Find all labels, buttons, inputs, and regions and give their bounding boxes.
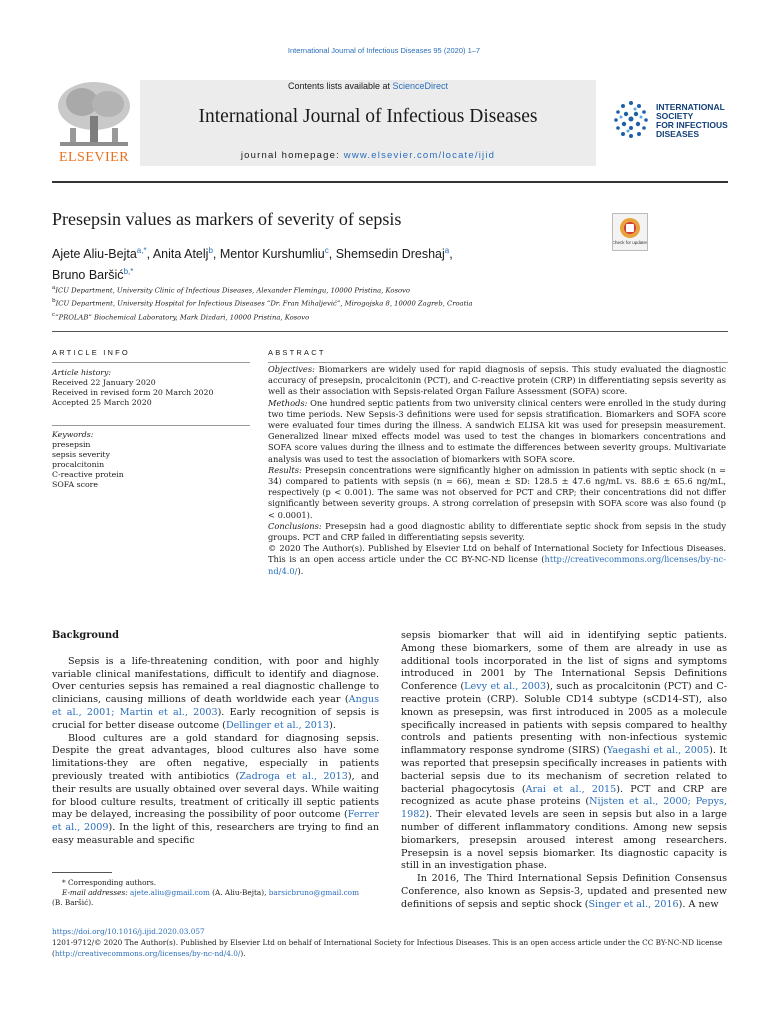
history-entry: Received in revised form 20 March 2020 bbox=[52, 388, 214, 397]
homepage-prefix: journal homepage: bbox=[240, 150, 344, 161]
society-line: SOCIETY bbox=[656, 111, 694, 121]
abstract-results bbox=[268, 465, 726, 521]
copyright-text: © 2020 The Author(s). Published by Elsevier Ltd on behalf of International Society for Infectious Diseases. This is an open access article under the CC BY-NC-ND license ( bbox=[268, 543, 726, 565]
author-name[interactable]: Shemsedin Dreshaj bbox=[335, 247, 445, 262]
check-for-updates-button[interactable] bbox=[612, 213, 648, 251]
results-label: Results: bbox=[268, 464, 302, 475]
body-paragraph bbox=[52, 733, 379, 848]
footnote-rule bbox=[52, 872, 112, 873]
objectives-label: Objectives: bbox=[268, 364, 315, 374]
methods-label: Methods: bbox=[268, 397, 308, 408]
body-right-column bbox=[401, 630, 727, 912]
keyword: presepsin bbox=[52, 440, 91, 449]
keywords-label: Keywords: bbox=[52, 430, 94, 439]
citation-link[interactable]: Singer et al., 2016 bbox=[588, 898, 679, 910]
keyword: procalcitonin bbox=[52, 460, 105, 469]
citation-link[interactable]: Zadroga et al., 2013 bbox=[239, 770, 348, 782]
corresponding-note: * Corresponding authors. bbox=[62, 878, 157, 887]
author-affil-marker[interactable]: b,* bbox=[123, 267, 134, 277]
body-text: ). bbox=[329, 719, 336, 731]
affiliation-text: ICU Department, University Clinic of Infectious Diseases, Alexander Flemingu, 10000 Pristina, Kosovo bbox=[55, 286, 410, 295]
email-link[interactable]: ajete.aliu@gmail.com bbox=[130, 888, 210, 897]
journal-title: International Journal of Infectious Diseases bbox=[198, 106, 538, 127]
affiliation-text: “PROLAB” Biochemical Laboratory, Mark Dizdari, 10000 Pristina, Kosovo bbox=[55, 312, 310, 321]
affiliation-item bbox=[52, 296, 712, 309]
citation-link[interactable]: Yaegashi et al., 2005 bbox=[606, 745, 710, 757]
check-updates-icon bbox=[613, 214, 647, 250]
society-line: INTERNATIONAL bbox=[656, 102, 725, 112]
body-text: ). Early recognition of sepsis is crucial for better disease outcome ( bbox=[52, 706, 379, 731]
body-text: In 2016, The Third International Sepsis Definition Consensus Conference, also known as Sepsis-3, updated and presented new definitions of sepsis and septic shock ( bbox=[401, 873, 727, 910]
license-end: ). bbox=[240, 948, 246, 958]
license-text: 1201-9712/© 2020 The Author(s). Published by Elsevier Ltd on behalf of International Society for Infectious Diseases. This is an open access article under the CC BY-NC-ND license ( bbox=[52, 938, 723, 958]
body-text: ). It was reported that presepsin specifically increases in patients with bacterial sepsis due to its mechanism of secretion related to bacterial phagocytosis ( bbox=[401, 745, 727, 795]
author-separator: , bbox=[146, 247, 153, 262]
body-left-column bbox=[52, 630, 379, 848]
citation-link[interactable]: Dellinger et al., 2013 bbox=[225, 719, 330, 731]
body-text: ). Their elevated levels are seen in sepsis but also in a large number of different inflammatory conditions. Among new sepsis biomarkers, presepsin aroused interest among researchers. Presepsin is a novel sepsis biomarker. Its diagnostic capacity is still in an investigation phase. bbox=[401, 809, 727, 872]
body-text: Blood cultures are a gold standard for diagnosing sepsis. Despite the great advantages, blood cultures also have some limitations-they are often negative, especially in patients previously treated with antibiotics ( bbox=[52, 732, 379, 782]
email-label: E-mail addresses: bbox=[62, 888, 131, 897]
sciencedirect-link[interactable]: ScienceDirect bbox=[392, 81, 449, 91]
background-heading: Background bbox=[52, 630, 120, 641]
contents-prefix: Contents lists available at bbox=[287, 81, 393, 91]
abstract-rule bbox=[268, 362, 728, 363]
body-text: ). PCT and CRP are recognized as acute phase proteins ( bbox=[401, 783, 728, 808]
citation-link[interactable]: Levy et al., 2003 bbox=[464, 681, 547, 693]
license-link[interactable]: http://creativecommons.org/licenses/by-nc-nd/4.0/ bbox=[268, 554, 726, 576]
affiliation-text: ICU Department, University Hospital for Infectious Diseases “Dr. Fran Mihaljević”, Mirogojska 8, 10000 Zagreb, Croatia bbox=[55, 299, 473, 308]
abstract-body bbox=[268, 364, 726, 577]
affiliation-item bbox=[52, 310, 712, 323]
history-entry: Received 22 January 2020 bbox=[52, 378, 156, 387]
author-name[interactable]: Bruno Baršić bbox=[52, 268, 124, 283]
body-paragraph bbox=[401, 873, 727, 911]
header-divider bbox=[52, 181, 728, 183]
elsevier-wordmark: ELSEVIER bbox=[58, 150, 130, 165]
article-info-heading: ARTICLE INFO bbox=[52, 348, 130, 357]
author-name[interactable]: Ajete Aliu-Bejta bbox=[52, 247, 137, 262]
author-separator: , bbox=[212, 247, 220, 262]
objectives-text: Biomarkers are widely used for rapid diagnosis of sepsis. This study evaluated the diagnostic accuracy of presepsin, procalcitonin (PCT), and C-reactive protein (CRP) in differentiating sepsis severity as well as their association with Sepsis-related Organ Failure Assessment (SOFA) score. bbox=[268, 364, 727, 397]
article-info-rule bbox=[52, 362, 250, 363]
abstract-heading: ABSTRACT bbox=[268, 348, 326, 357]
keyword-list bbox=[52, 430, 250, 490]
footer-license bbox=[52, 938, 732, 959]
email-line bbox=[52, 888, 382, 898]
abstract-objectives bbox=[268, 364, 726, 398]
keyword: C-reactive protein bbox=[52, 470, 124, 479]
author-affil-marker[interactable]: a bbox=[444, 246, 450, 255]
doi-link[interactable]: https://doi.org/10.1016/j.ijid.2020.03.057 bbox=[52, 927, 205, 936]
body-text: ). A new bbox=[678, 898, 719, 910]
body-text: ), such as procalcitonin (PCT) and C-reactive protein (CRP). Soluble CD14 subtype (sCD14-ST), also known as presepsin, was first introduced in 2005 as a molecule specifically increased in patients with sepsis compared to healthy controls and patients presenting with non-infectious systemic inflammatory response syndrome (SIRS) ( bbox=[401, 681, 728, 757]
affiliation-marker: c bbox=[52, 311, 56, 318]
affiliation-list bbox=[52, 283, 712, 323]
conclusions-text: Presepsin had a good diagnostic ability to differentiate septic shock from sepsis in the study groups. PCT and CRP failed in differentiating sepsis severity. bbox=[268, 520, 727, 543]
citation-link[interactable]: Ferrer et al., 2009 bbox=[52, 809, 379, 834]
methods-text: One hundred septic patients from two university clinical centers were enrolled in the study during two time periods. New Sepsis-3 definitions were used for sepsis stratification. Biomarkers and SOFA score were evaluated four times during the illness. A sandwich ELISA kit was used for presepsin measurement. Generalized linear mixed effects model was used to test the changes in biomarkers concentrations and SOFA score values during the illness and to estimate the differences between severity groups. Multivariate analysis was used to test the association of biomarkers with SOFA score. bbox=[268, 397, 726, 464]
email-owner-2: (B. Baršić). bbox=[52, 898, 94, 907]
author-separator: , bbox=[328, 247, 336, 262]
journal-citation[interactable]: International Journal of Infectious Diseases 95 (2020) 1–7 bbox=[287, 46, 481, 55]
corresponding-footnote bbox=[52, 878, 382, 908]
email-owner: (A. Aliu-Bejta), bbox=[209, 888, 269, 897]
author-affil-marker[interactable]: a,* bbox=[136, 246, 147, 255]
citation-link[interactable]: Nijsten et al., 2000; Pepys, 1982 bbox=[401, 796, 727, 821]
results-text: Presepsin concentrations were significantly higher on admission in patients with septic shock (n = 34) compared to patients with sepsis (n = 66), mean ± SD: 128.5 ± 47.6 ng/mL vs. 88.6 ± 65.6 ng/mL, respectively (p < 0.001). The same was not observed for PCT and CRP; their concentrations did not differ significantly between severity groups. A strong correlation of presepsin with SOFA score was also found (p < 0.0001). bbox=[268, 464, 726, 520]
isid-logo-icon bbox=[610, 98, 652, 140]
contents-line bbox=[140, 80, 596, 91]
author-affil-marker[interactable]: b bbox=[208, 246, 213, 255]
email-link[interactable]: barsicbruno@gmail.com bbox=[268, 888, 359, 897]
affiliation-marker: a bbox=[52, 285, 56, 291]
body-text: sepsis biomarker that will aid in identifying septic patients. Among these biomarkers, some of them are already in use as additional tools incorporated in the list of signs and symptoms introduced in 2001 by The International Sepsis Definitions Conference ( bbox=[401, 630, 727, 693]
isid-society-name bbox=[656, 103, 728, 139]
author-list bbox=[52, 242, 597, 284]
conclusions-label: Conclusions: bbox=[268, 520, 322, 531]
homepage-link[interactable]: www.elsevier.com/locate/ijid bbox=[343, 150, 496, 161]
abstract-methods bbox=[268, 398, 726, 465]
body-text: ). In the light of this, researchers are trying to find an easy measurable and specific bbox=[52, 822, 380, 846]
history-label: Article history: bbox=[52, 368, 112, 377]
affiliation-marker: b bbox=[52, 298, 56, 305]
body-text: ), and their results are usually obtained over several days. While waiting for blood culture results, treatment of critically ill septic patients may be delayed, increasing the possibility of poor outcome ( bbox=[52, 770, 379, 821]
abstract-conclusions bbox=[268, 521, 726, 543]
author-name[interactable]: Mentor Kurshumliu bbox=[219, 247, 325, 262]
keyword: SOFA score bbox=[52, 480, 98, 489]
article-history bbox=[52, 368, 250, 408]
body-text: Sepsis is a life-threatening condition, with poor and highly variable clinical manifestations, difficult to identify and diagnose. Over centuries sepsis has remained a real diagnostic challenge to clinicians, causing millions of death worldwide each year ( bbox=[52, 655, 379, 706]
footer-license-link[interactable]: http://creativecommons.org/licenses/by-nc-nd/4.0/ bbox=[54, 948, 241, 958]
author-name[interactable]: Anita Atelj bbox=[152, 247, 209, 262]
abstract-copyright bbox=[268, 543, 726, 577]
society-line: FOR INFECTIOUS bbox=[656, 120, 728, 130]
history-entry: Accepted 25 March 2020 bbox=[52, 398, 152, 407]
journal-homepage-line bbox=[140, 150, 596, 161]
keywords-rule bbox=[52, 425, 250, 426]
keyword: sepsis severity bbox=[52, 450, 110, 459]
citation-link[interactable]: Arai et al., 2015 bbox=[525, 783, 617, 795]
society-line: DISEASES bbox=[656, 129, 699, 139]
article-title: Presepsin values as markers of severity of sepsis bbox=[52, 209, 402, 229]
affiliation-item bbox=[52, 283, 712, 296]
front-matter-divider bbox=[52, 331, 728, 332]
copyright-end: ). bbox=[297, 565, 304, 576]
body-paragraph bbox=[52, 656, 379, 733]
author-separator: , bbox=[449, 247, 453, 262]
check-updates-label: Check for updates bbox=[613, 240, 647, 245]
citation-link[interactable]: Angus et al., 2001; Martin et al., 2003 bbox=[52, 694, 379, 718]
body-paragraph bbox=[401, 630, 727, 873]
author-affil-marker[interactable]: c bbox=[324, 246, 329, 255]
